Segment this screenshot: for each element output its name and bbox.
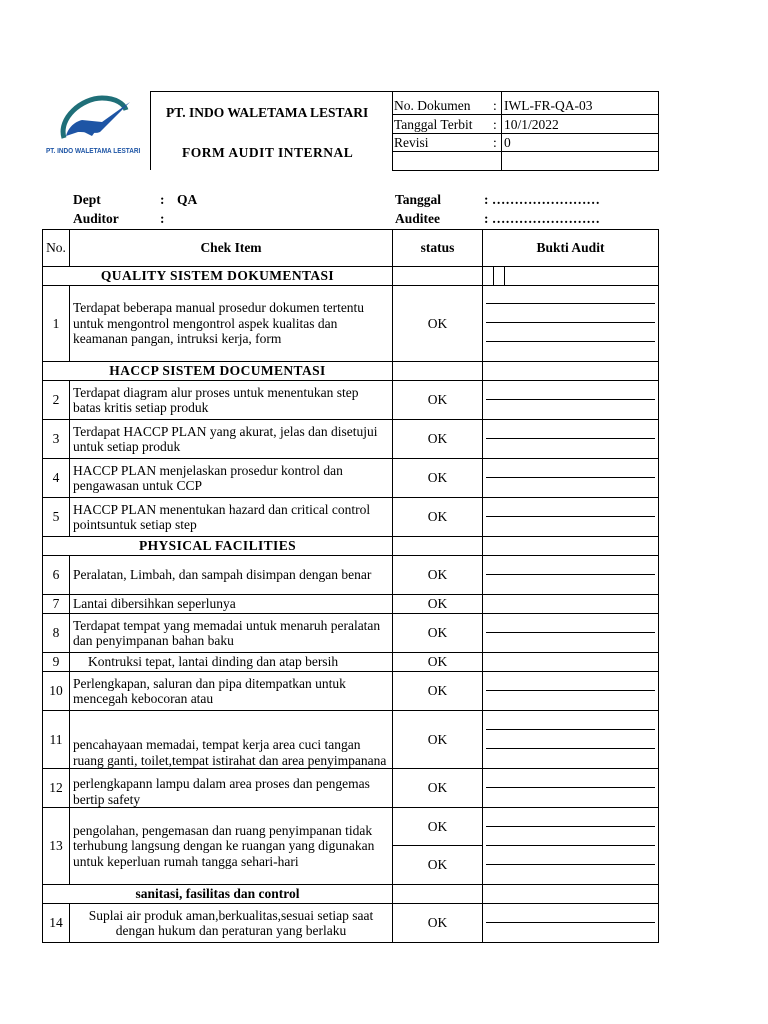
row-no: 4 [43, 459, 70, 498]
date-label: Tanggal Terbit [394, 117, 473, 132]
row-no: 14 [43, 904, 70, 943]
bukti-cell[interactable] [483, 420, 659, 459]
logo-text: PT. INDO WALETAMA LESTARI [46, 148, 141, 155]
row-no: 1 [43, 286, 70, 362]
row-item: Suplai air produk aman,berkualitas,sesuai setiap saat dengan hukum dan peraturan yang berlaku [70, 904, 393, 943]
row-no: 13 [43, 808, 70, 885]
bukti-cell[interactable] [483, 672, 659, 711]
section-row [43, 885, 659, 904]
row-no: 12 [43, 769, 70, 808]
bukti-cell[interactable] [483, 286, 659, 362]
dept-colon: : [160, 192, 165, 207]
table-row [43, 614, 659, 653]
bukti-cell[interactable] [483, 711, 659, 769]
row-status: OK [393, 595, 483, 614]
row-item: Perlengkapan, saluran dan pipa ditempatkan untuk mencegah kebocoran atau [70, 672, 393, 711]
row-item: Lantai dibersihkan seperlunya [70, 595, 393, 614]
row-status: OK [393, 498, 483, 537]
row-status: OK [393, 904, 483, 943]
row-status: OK [393, 556, 483, 595]
table-row [43, 556, 659, 595]
row-item: HACCP PLAN menentukan hazard dan critical control pointsuntuk setiap step [70, 498, 393, 537]
auditee-value: : …………………… [484, 211, 600, 226]
row-status: OK [393, 769, 483, 808]
table-row [43, 769, 659, 808]
bukti-cell[interactable] [483, 459, 659, 498]
bukti-cell[interactable] [483, 769, 659, 808]
section-title: sanitasi, fasilitas dan control [43, 885, 393, 904]
row-no: 3 [43, 420, 70, 459]
row-item: perlengkapann lampu dalam area proses dan pengemas bertip safety [70, 769, 393, 808]
table-row [43, 381, 659, 420]
section-title: QUALITY SISTEM DOKUMENTASI [43, 267, 393, 286]
date-sep: : [493, 117, 497, 132]
bukti-cell[interactable] [483, 381, 659, 420]
row-item: Terdapat tempat yang memadai untuk menaruh peralatan dan penyimpanan bahan baku [70, 614, 393, 653]
row-status-1: OK [393, 808, 482, 846]
row-status: OK [393, 381, 483, 420]
company-name: PT. INDO WALETAMA LESTARI [166, 105, 369, 120]
col-header-no: No. [43, 230, 70, 267]
row-status: OK [393, 711, 483, 769]
bukti-cell[interactable] [483, 556, 659, 595]
row-item: HACCP PLAN menjelaskan prosedur kontrol dan pengawasan untuk CCP [70, 459, 393, 498]
row-no: 7 [43, 595, 70, 614]
bukti-cell[interactable] [483, 904, 659, 943]
col-header-item: Chek Item [70, 230, 393, 267]
row-item: Terdapat HACCP PLAN yang akurat, jelas dan disetujui untuk setiap produk [70, 420, 393, 459]
row-no: 8 [43, 614, 70, 653]
rev-value: 0 [504, 135, 511, 150]
table-row [43, 286, 659, 362]
row-status: OK [393, 614, 483, 653]
table-row [43, 711, 659, 769]
table-header-row [43, 230, 659, 267]
dept-value: QA [177, 192, 198, 207]
row-no: 2 [43, 381, 70, 420]
bukti-cell[interactable] [483, 614, 659, 653]
row-item: Kontruksi tepat, lantai dinding dan atap bersih [70, 653, 393, 672]
doc-no-label: No. Dokumen [394, 98, 471, 113]
doc-no-sep: : [493, 98, 497, 113]
section-title: PHYSICAL FACILITIES [43, 537, 393, 556]
auditee-label: Auditee [395, 211, 440, 226]
dept-label: Dept [73, 192, 101, 207]
section-row [43, 267, 659, 286]
table-row [43, 653, 659, 672]
row-no: 11 [43, 711, 70, 769]
audit-checklist-table [42, 229, 659, 943]
bukti-cell[interactable] [483, 653, 659, 672]
auditor-colon: : [160, 211, 165, 226]
tanggal-label: Tanggal [395, 192, 442, 207]
table-row [43, 595, 659, 614]
row-status [393, 808, 483, 885]
row-no: 5 [43, 498, 70, 537]
row-no: 6 [43, 556, 70, 595]
row-item: pengolahan, pengemasan dan ruang penyimpanan tidak terhubung langsung dengan ke ruangan yang digunakan untuk keperluan rumah tangga sehari-hari [70, 808, 393, 885]
col-header-bukti: Bukti Audit [483, 230, 659, 267]
row-status: OK [393, 286, 483, 362]
row-no: 10 [43, 672, 70, 711]
row-status: OK [393, 420, 483, 459]
date-value: 10/1/2022 [504, 117, 559, 132]
auditor-label: Auditor [73, 211, 119, 226]
rev-label: Revisi [394, 135, 429, 150]
bukti-cell[interactable] [483, 498, 659, 537]
row-status: OK [393, 653, 483, 672]
rev-sep: : [493, 135, 497, 150]
col-header-status: status [393, 230, 483, 267]
form-title: FORM AUDIT INTERNAL [182, 145, 354, 160]
row-item: Terdapat beberapa manual prosedur dokumen tertentu untuk mengontrol mengontrol aspek kualitas dan keamanan pangan, intruksi kerja, form [70, 286, 393, 362]
table-row [43, 672, 659, 711]
table-row [43, 808, 659, 885]
table-row [43, 459, 659, 498]
table-row [43, 420, 659, 459]
doc-no-value: IWL-FR-QA-03 [504, 98, 593, 113]
bukti-cell[interactable] [483, 808, 659, 885]
row-item: Terdapat diagram alur proses untuk menentukan step batas kritis setiap produk [70, 381, 393, 420]
bukti-cell[interactable] [483, 595, 659, 614]
company-logo [44, 92, 148, 166]
row-item: Peralatan, Limbah, dan sampah disimpan dengan benar [70, 556, 393, 595]
row-no: 9 [43, 653, 70, 672]
row-item: pencahayaan memadai, tempat kerja area cuci tangan ruang ganti, toilet,tempat istirahat dan area penyimpanana [70, 711, 393, 769]
section-row [43, 362, 659, 381]
section-row [43, 537, 659, 556]
row-status: OK [393, 459, 483, 498]
row-status-2: OK [427, 857, 448, 873]
row-status: OK [393, 672, 483, 711]
table-row [43, 498, 659, 537]
tanggal-value: : …………………… [484, 192, 600, 207]
table-row [43, 904, 659, 943]
section-title: HACCP SISTEM DOCUMENTASI [43, 362, 393, 381]
